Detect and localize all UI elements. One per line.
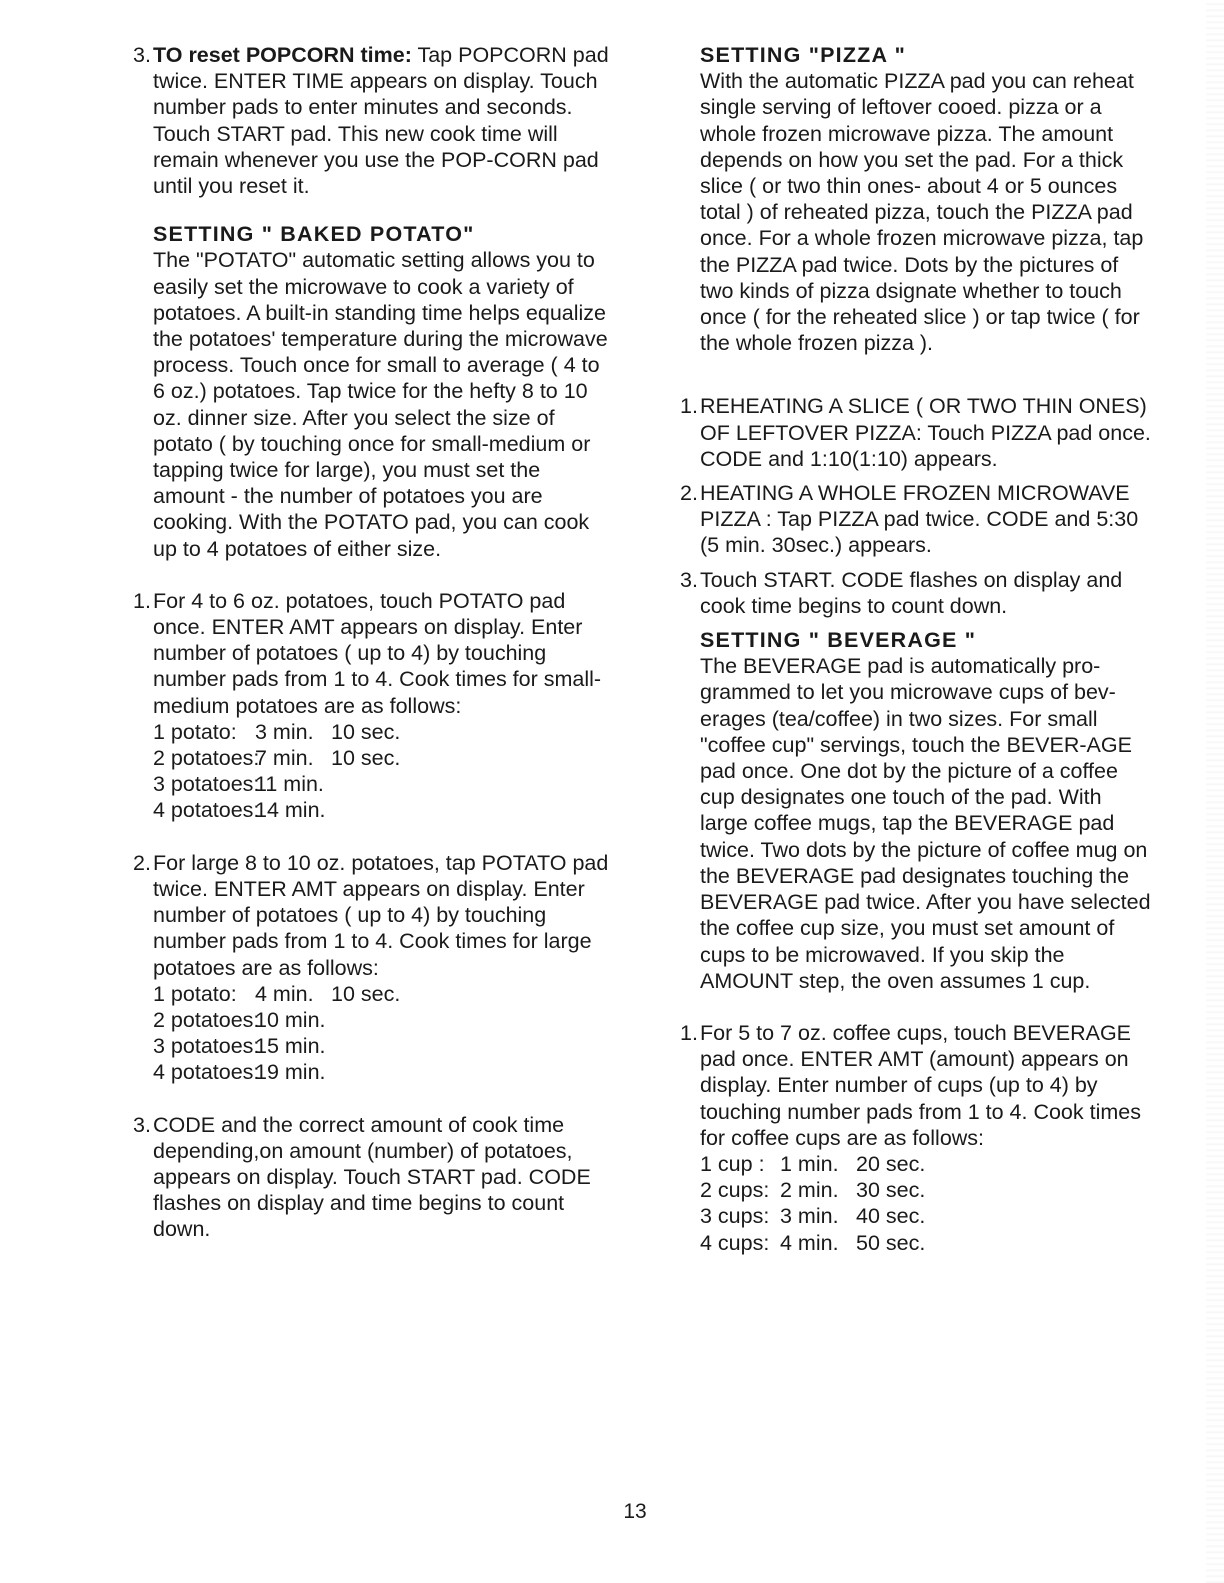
step-number: 2.: [680, 481, 698, 506]
step-number: 1.: [680, 394, 698, 419]
step-text: For 5 to 7 oz. coffee cups, touch BEVERAGE pad once. ENTER AMT (amount) appears on display. Enter number of cups (up to 4) by touching number pads from 1 to 4. Cook times for coffee cups are as follows:: [700, 1020, 1141, 1150]
pizza-step-1: [680, 393, 1155, 472]
beverage-intro: The BEVERAGE pad is automatically pro-grammed to let you microwave cups of bev-erages (tea/coffee) in two sizes. For small "coffee cup" servings, touch the BEVER-AGE pad once. One dot by the picture of a coffee cup designates one touch of the pad. With large coffee mugs, tap the BEVERAGE pad twice. Two dots by the picture of coffee mug on the BEVERAGE pad designates touching the BEVERAGE pad twice. After you have selected the coffee cup size, you must set amount of cups to be microwaved. If you skip the AMOUNT step, the oven assumes 1 cup.: [700, 654, 1151, 993]
potato-step-1: [133, 588, 613, 719]
time-row: 1 potato: 3 min. 10 sec.: [153, 719, 401, 744]
time-row: 3 potatoes: 11 min.: [153, 772, 324, 797]
step-text: REHEATING A SLICE ( OR TWO THIN ONES) OF LEFTOVER PIZZA: Touch PIZZA pad once. CODE and 1:10(1:10) appears.: [700, 394, 1151, 471]
step-number: 3.: [133, 1112, 151, 1137]
time-row: 3 potatoes: 15 min.: [153, 1034, 326, 1059]
baked-potato-intro: The "POTATO" automatic setting allows you to easily set the microwave to cook a variety of potatoes. A built-in standing time helps equalize the potatoes' temperature during the microwave process. Touch once for small to average ( 4 to 6 oz.) potatoes. Tap twice for the hefty 8 to 10 oz. dinner size. After you select the size of potato ( by touching once for small-medium or tapping twice for large), you must set the amount - the number of potatoes you are cooking. With the POTATO pad, you can cook up to 4 potatoes of either size.: [153, 248, 608, 561]
coffee-cup-times: [680, 1151, 1155, 1256]
pizza-heading: SETTING "PIZZA ": [700, 43, 907, 67]
small-potato-times: [133, 719, 613, 824]
popcorn-reset-step: [133, 42, 613, 199]
left-column: [133, 42, 613, 1243]
step-text: For large 8 to 10 oz. potatoes, tap POTATO pad twice. ENTER AMT appears on display. Enter number of potatoes ( up to 4) by touching number pads from 1 to 4. Cook times for large potatoes are as follows:: [153, 850, 609, 980]
scan-edge: [1206, 0, 1224, 1583]
pizza-step-3: [680, 567, 1155, 619]
step-text: CODE and the correct amount of cook time depending,on amount (number) of potatoes, appears on display. Touch START pad. CODE flashes on display and time begins to count down.: [153, 1112, 591, 1242]
page-number: 13: [623, 1500, 647, 1523]
pizza-intro: With the automatic PIZZA pad you can reheat single serving of leftover cooed. pizza or a whole frozen microwave pizza. The amount depends on how you set the pad. For a thick slice ( or two thin ones- about 4 or 5 ounces total ) of reheated pizza, touch the PIZZA pad once. For a whole frozen microwave pizza, tap the PIZZA pad twice. Dots by the pictures of two kinds of pizza dsignate whether to touch once ( for the reheated slice ) or tap twice ( for the whole frozen pizza ).: [700, 69, 1144, 356]
step-number: 1.: [680, 1020, 698, 1045]
step-number: 3.: [133, 43, 151, 67]
time-row: 1 cup : 1 min. 20 sec.: [700, 1151, 926, 1176]
step-number: 2.: [133, 850, 151, 875]
potato-step-2: [133, 850, 613, 981]
step-text: HEATING A WHOLE FROZEN MICROWAVE PIZZA : Tap PIZZA pad twice. CODE and 5:30 (5 min. 30sec.) appears.: [700, 481, 1139, 558]
time-row: 4 potatoes: 14 min.: [153, 798, 326, 823]
time-row: 4 potatoes: 19 min.: [153, 1060, 326, 1085]
step-number: 3.: [680, 567, 698, 592]
large-potato-times: [133, 981, 613, 1086]
step-number: 1.: [133, 588, 151, 613]
beverage-step-1: [680, 1020, 1155, 1151]
step-text: For 4 to 6 oz. potatoes, touch POTATO pad once. ENTER AMT appears on display. Enter number of potatoes ( up to 4) by touching number pads from 1 to 4. Cook times for small-medium potatoes are as follows:: [153, 588, 602, 718]
time-row: 1 potato: 4 min. 10 sec.: [153, 981, 401, 1006]
popcorn-reset-text: Tap POPCORN pad twice. ENTER TIME appears on display. Touch number pads to enter minutes and seconds. Touch START pad. This new cook time will remain whenever you use the POP-CORN pad until you reset it.: [153, 43, 609, 199]
right-column: [680, 42, 1155, 1256]
time-row: 2 potatoes: 7 min. 10 sec.: [153, 746, 401, 771]
pizza-step-2: [680, 480, 1155, 559]
popcorn-reset-label: TO reset POPCORN time:: [153, 43, 412, 67]
step-text: Touch START. CODE flashes on display and cook time begins to count down.: [700, 567, 1123, 618]
potato-step-3: [133, 1112, 613, 1243]
beverage-heading: SETTING " BEVERAGE ": [700, 628, 977, 653]
baked-potato-heading: SETTING " BAKED POTATO": [153, 222, 475, 247]
time-row: 2 cups: 2 min. 30 sec.: [700, 1178, 926, 1203]
time-row: 3 cups: 3 min. 40 sec.: [700, 1204, 926, 1229]
time-row: 4 cups: 4 min. 50 sec.: [700, 1230, 926, 1255]
time-row: 2 potatoes: 10 min.: [153, 1007, 326, 1032]
